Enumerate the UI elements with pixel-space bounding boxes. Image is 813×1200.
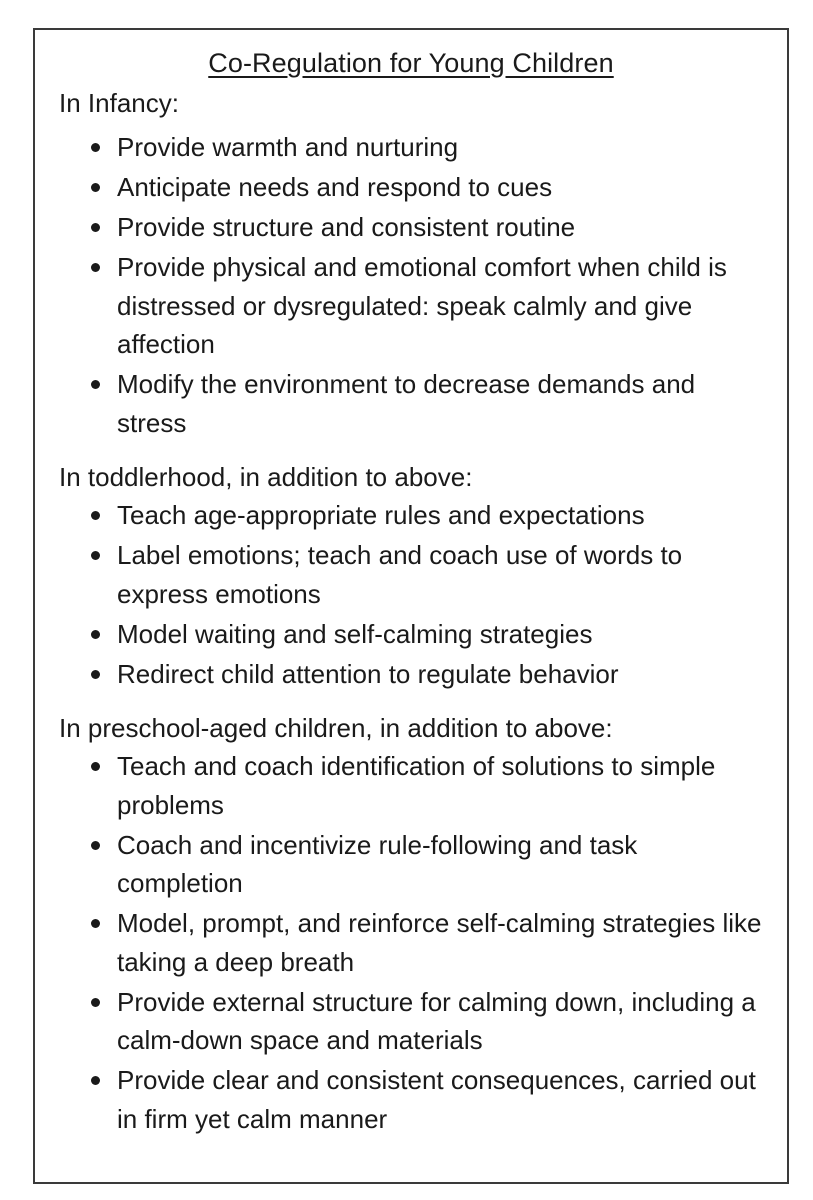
- section-preschool: [59, 709, 763, 1138]
- document-card: [33, 28, 789, 1184]
- bullet-icon: [91, 998, 100, 1007]
- bullet-icon: [91, 143, 100, 152]
- bullet-icon: [91, 762, 100, 771]
- list-item: [59, 168, 763, 207]
- list-item: [59, 615, 763, 654]
- list-item: [59, 904, 763, 981]
- bullet-list: [59, 128, 763, 442]
- list-item: [59, 655, 763, 694]
- bullet-list: [59, 747, 763, 1138]
- list-item: [59, 826, 763, 903]
- bullet-icon: [91, 263, 100, 272]
- document-title: Co-Regulation for Young Children: [208, 48, 614, 78]
- bullet-icon: [91, 630, 100, 639]
- bullet-list: [59, 496, 763, 693]
- section-heading: In preschool-aged children, in addition to above:: [59, 713, 613, 743]
- list-item-text: Model, prompt, and reinforce self-calming strategies like taking a deep breath: [117, 908, 762, 977]
- bullet-icon: [91, 1076, 100, 1085]
- list-item-text: Redirect child attention to regulate behavior: [117, 658, 619, 689]
- bullet-icon: [91, 511, 100, 520]
- list-item-text: Label emotions; teach and coach use of words to express emotions: [117, 540, 683, 609]
- bullet-icon: [91, 223, 100, 232]
- list-item-text: Model waiting and self-calming strategies: [117, 618, 593, 649]
- list-item-text: Teach and coach identification of solutions to simple problems: [117, 751, 716, 820]
- list-item: [59, 747, 763, 824]
- list-item-text: Provide warmth and nurturing: [117, 132, 459, 162]
- list-item: [59, 208, 763, 247]
- list-item-text: Teach age-appropriate rules and expectations: [117, 500, 645, 530]
- list-item: [59, 983, 763, 1060]
- bullet-icon: [91, 841, 100, 850]
- section-heading: In toddlerhood, in addition to above:: [59, 462, 473, 492]
- section-infancy: [59, 84, 763, 442]
- list-item: [59, 1061, 763, 1138]
- section-toddlerhood: [59, 458, 763, 693]
- bullet-icon: [91, 183, 100, 192]
- list-item-text: Modify the environment to decrease demands and stress: [117, 369, 696, 438]
- bullet-icon: [91, 670, 100, 679]
- list-item: [59, 536, 763, 613]
- list-item-text: Provide external structure for calming down, including a calm-down space and materials: [117, 986, 756, 1055]
- section-heading: In Infancy:: [59, 88, 179, 118]
- list-item-text: Provide clear and consistent consequences, carried out in firm yet calm manner: [117, 1065, 756, 1134]
- bullet-icon: [91, 380, 100, 389]
- list-item-text: Coach and incentivize rule-following and task completion: [117, 829, 638, 898]
- list-item: [59, 365, 763, 442]
- list-item-text: Provide structure and consistent routine: [117, 212, 576, 242]
- list-item-text: Anticipate needs and respond to cues: [117, 172, 553, 202]
- list-item: [59, 496, 763, 535]
- list-item: [59, 248, 763, 364]
- list-item-text: Provide physical and emotional comfort when child is distressed or dysregulated: speak calmly and give affection: [117, 252, 727, 359]
- list-item: [59, 128, 763, 167]
- bullet-icon: [91, 551, 100, 560]
- bullet-icon: [91, 919, 100, 928]
